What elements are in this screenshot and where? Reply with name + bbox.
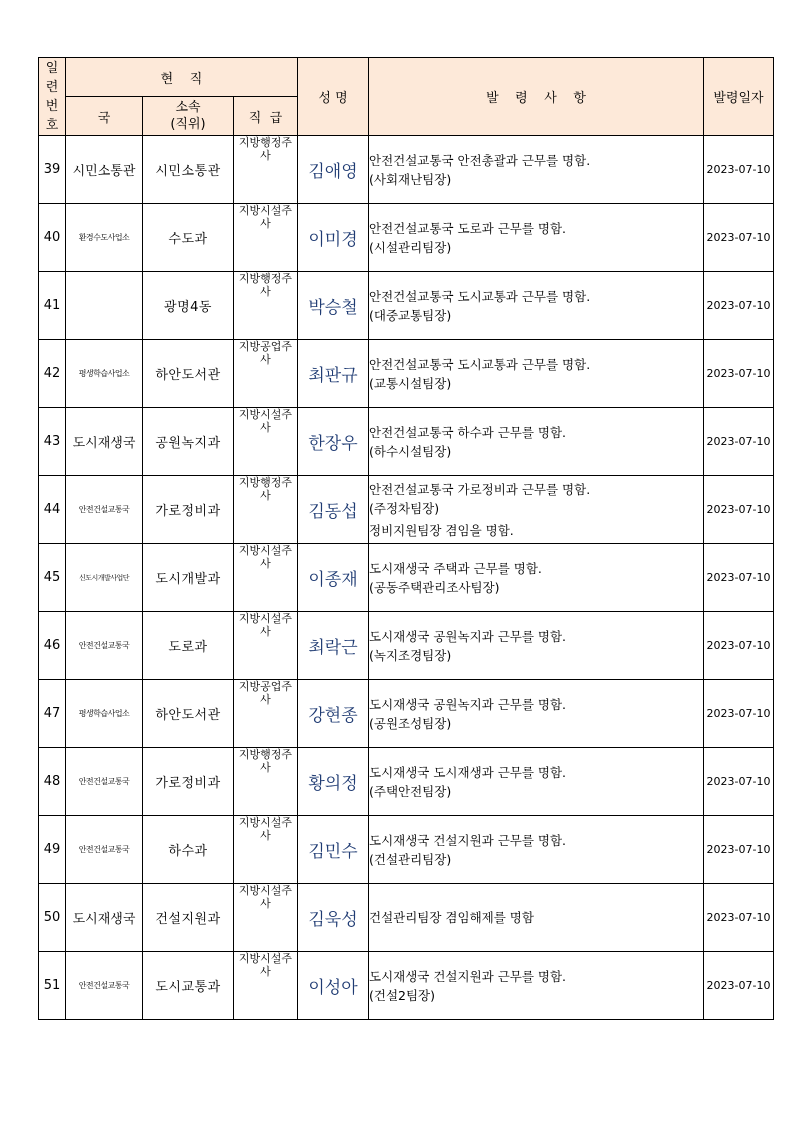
dept-cell: 안전건설교통국 bbox=[66, 816, 143, 884]
grade-line: 지방시설주 bbox=[238, 408, 293, 421]
table-row bbox=[39, 272, 774, 340]
dept-cell: 안전건설교통국 bbox=[66, 612, 143, 680]
order-line: (교통시설팀장) bbox=[369, 375, 452, 391]
grade-cell bbox=[234, 408, 298, 476]
serial-number: 46 bbox=[39, 612, 66, 680]
order-date: 2023-07-10 bbox=[704, 408, 774, 476]
grade-line: 지방시설주 bbox=[238, 612, 293, 625]
grade-line: 지방시설주 bbox=[238, 204, 293, 217]
order-line: 안전건설교통국 도시교통과 근무를 명함. bbox=[369, 356, 591, 372]
header-name: 성 명 bbox=[298, 58, 369, 136]
table-row bbox=[39, 476, 774, 544]
grade-cell bbox=[234, 272, 298, 340]
order-date: 2023-07-10 bbox=[704, 204, 774, 272]
sub-dept-cell: 도시개발과 bbox=[143, 544, 234, 612]
person-name: 김동섭 bbox=[298, 476, 369, 544]
order-line: (건설2팀장) bbox=[369, 987, 436, 1003]
table-row bbox=[39, 544, 774, 612]
person-name: 김욱성 bbox=[298, 884, 369, 952]
person-name: 최락근 bbox=[298, 612, 369, 680]
dept-cell: 평생학습사업소 bbox=[66, 340, 143, 408]
grade-line: 지방행정주 bbox=[238, 476, 293, 489]
serial-number: 43 bbox=[39, 408, 66, 476]
order-cell bbox=[369, 952, 704, 1020]
order-line: 도시재생국 공원녹지과 근무를 명함. bbox=[369, 696, 567, 712]
grade-line: 지방공업주 bbox=[238, 680, 293, 693]
sub-dept-cell: 시민소통관 bbox=[143, 136, 234, 204]
grade-line: 사 bbox=[260, 149, 271, 162]
table-row bbox=[39, 680, 774, 748]
grade-line: 지방공업주 bbox=[238, 340, 293, 353]
order-date: 2023-07-10 bbox=[704, 340, 774, 408]
grade-line: 사 bbox=[260, 897, 271, 910]
dept-cell: 안전건설교통국 bbox=[66, 476, 143, 544]
order-line: 안전건설교통국 도시교통과 근무를 명함. bbox=[369, 288, 591, 304]
order-date: 2023-07-10 bbox=[704, 884, 774, 952]
grade-line: 사 bbox=[260, 965, 271, 978]
header-date: 발령일자 bbox=[704, 58, 774, 136]
grade-line: 사 bbox=[260, 625, 271, 638]
order-cell bbox=[369, 884, 704, 952]
order-date: 2023-07-10 bbox=[704, 544, 774, 612]
order-cell bbox=[369, 408, 704, 476]
table-row bbox=[39, 884, 774, 952]
sub-dept-cell: 가로정비과 bbox=[143, 476, 234, 544]
order-cell bbox=[369, 612, 704, 680]
sub-dept-cell: 건설지원과 bbox=[143, 884, 234, 952]
sub-dept-cell: 가로정비과 bbox=[143, 748, 234, 816]
header-current-position: 현 직 bbox=[66, 58, 298, 97]
grade-line: 지방시설주 bbox=[238, 816, 293, 829]
grade-cell bbox=[234, 340, 298, 408]
dept-cell: 신도시개발사업단 bbox=[66, 544, 143, 612]
serial-number: 39 bbox=[39, 136, 66, 204]
person-name: 한장우 bbox=[298, 408, 369, 476]
sub-dept-cell: 공원녹지과 bbox=[143, 408, 234, 476]
person-name: 김민수 bbox=[298, 816, 369, 884]
sub-dept-cell: 하수과 bbox=[143, 816, 234, 884]
serial-number: 42 bbox=[39, 340, 66, 408]
header-order: 발 령 사 항 bbox=[369, 58, 704, 136]
order-line: (사회재난팀장) bbox=[369, 171, 452, 187]
grade-line: 사 bbox=[260, 557, 271, 570]
order-date: 2023-07-10 bbox=[704, 680, 774, 748]
order-line: 도시재생국 공원녹지과 근무를 명함. bbox=[369, 628, 567, 644]
dept-cell: 시민소통관 bbox=[66, 136, 143, 204]
grade-line: 사 bbox=[260, 693, 271, 706]
person-name: 김애영 bbox=[298, 136, 369, 204]
sub-dept-cell: 도로과 bbox=[143, 612, 234, 680]
header-dept: 국 bbox=[66, 97, 143, 136]
order-date: 2023-07-10 bbox=[704, 748, 774, 816]
order-cell bbox=[369, 136, 704, 204]
table-row bbox=[39, 748, 774, 816]
person-name: 이미경 bbox=[298, 204, 369, 272]
header-serial-char: 번 bbox=[45, 98, 59, 114]
grade-cell bbox=[234, 952, 298, 1020]
header-serial-char: 일 bbox=[45, 60, 59, 76]
order-line: (녹지조경팀장) bbox=[369, 647, 452, 663]
order-line: (공동주택관리조사팀장) bbox=[369, 579, 500, 595]
header-serial-char: 호 bbox=[45, 117, 59, 133]
order-date: 2023-07-10 bbox=[704, 272, 774, 340]
header-serial-char: 련 bbox=[45, 79, 59, 95]
order-line: (공원조성팀장) bbox=[369, 715, 452, 731]
grade-cell bbox=[234, 612, 298, 680]
serial-number: 40 bbox=[39, 204, 66, 272]
grade-line: 지방시설주 bbox=[238, 884, 293, 897]
serial-number: 49 bbox=[39, 816, 66, 884]
person-name: 박승철 bbox=[298, 272, 369, 340]
order-line: (주택안전팀장) bbox=[369, 783, 452, 799]
grade-line: 지방시설주 bbox=[238, 952, 293, 965]
serial-number: 50 bbox=[39, 884, 66, 952]
order-date: 2023-07-10 bbox=[704, 952, 774, 1020]
sub-dept-cell: 하안도서관 bbox=[143, 680, 234, 748]
order-cell bbox=[369, 680, 704, 748]
order-cell bbox=[369, 544, 704, 612]
order-date: 2023-07-10 bbox=[704, 136, 774, 204]
grade-line: 지방행정주 bbox=[238, 748, 293, 761]
dept-cell: 안전건설교통국 bbox=[66, 748, 143, 816]
header-serial bbox=[39, 58, 66, 136]
grade-line: 사 bbox=[260, 353, 271, 366]
dept-cell: 도시재생국 bbox=[66, 884, 143, 952]
serial-number: 47 bbox=[39, 680, 66, 748]
dept-cell: 환경수도사업소 bbox=[66, 204, 143, 272]
serial-number: 41 bbox=[39, 272, 66, 340]
person-name: 황의정 bbox=[298, 748, 369, 816]
dept-cell: 평생학습사업소 bbox=[66, 680, 143, 748]
personnel-order-table bbox=[38, 57, 774, 1020]
order-line: (시설관리팀장) bbox=[369, 239, 452, 255]
order-line: (하수시설팀장) bbox=[369, 443, 452, 459]
order-line: 건설관리팀장 겸임해제를 명함 bbox=[369, 910, 534, 925]
table-row bbox=[39, 204, 774, 272]
grade-line: 지방시설주 bbox=[238, 544, 293, 557]
serial-number: 44 bbox=[39, 476, 66, 544]
header-sub bbox=[143, 97, 234, 136]
table-row bbox=[39, 136, 774, 204]
person-name: 강현종 bbox=[298, 680, 369, 748]
order-line: (대중교통팀장) bbox=[369, 307, 452, 323]
table-row bbox=[39, 408, 774, 476]
serial-number: 48 bbox=[39, 748, 66, 816]
order-line: (건설관리팀장) bbox=[369, 851, 452, 867]
grade-cell bbox=[234, 476, 298, 544]
serial-number: 51 bbox=[39, 952, 66, 1020]
grade-cell bbox=[234, 544, 298, 612]
order-date: 2023-07-10 bbox=[704, 612, 774, 680]
order-line: 도시재생국 건설지원과 근무를 명함. bbox=[369, 968, 567, 984]
order-line: 정비지원팀장 겸임을 명함. bbox=[369, 522, 514, 538]
order-cell bbox=[369, 340, 704, 408]
dept-cell bbox=[66, 272, 143, 340]
dept-cell: 도시재생국 bbox=[66, 408, 143, 476]
order-line: 도시재생국 건설지원과 근무를 명함. bbox=[369, 832, 567, 848]
person-name: 이성아 bbox=[298, 952, 369, 1020]
order-cell bbox=[369, 748, 704, 816]
order-line: 안전건설교통국 하수과 근무를 명함. bbox=[369, 424, 567, 440]
order-line: 안전건설교통국 안전총괄과 근무를 명함. bbox=[369, 152, 591, 168]
order-date: 2023-07-10 bbox=[704, 476, 774, 544]
grade-cell bbox=[234, 748, 298, 816]
order-line: 도시재생국 주택과 근무를 명함. bbox=[369, 560, 542, 576]
grade-line: 사 bbox=[260, 489, 271, 502]
table-row bbox=[39, 612, 774, 680]
table-row bbox=[39, 952, 774, 1020]
order-line: 안전건설교통국 도로과 근무를 명함. bbox=[369, 220, 567, 236]
grade-line: 지방행정주 bbox=[238, 136, 293, 149]
sub-dept-cell: 광명4동 bbox=[143, 272, 234, 340]
grade-cell bbox=[234, 816, 298, 884]
table-row bbox=[39, 340, 774, 408]
sub-dept-cell: 도시교통과 bbox=[143, 952, 234, 1020]
order-line: (주정차팀장) bbox=[369, 500, 440, 516]
order-line: 안전건설교통국 가로정비과 근무를 명함. bbox=[369, 481, 591, 497]
person-name: 이종재 bbox=[298, 544, 369, 612]
grade-cell bbox=[234, 680, 298, 748]
grade-line: 사 bbox=[260, 829, 271, 842]
table-row bbox=[39, 816, 774, 884]
sub-dept-cell: 하안도서관 bbox=[143, 340, 234, 408]
person-name: 최판규 bbox=[298, 340, 369, 408]
serial-number: 45 bbox=[39, 544, 66, 612]
grade-line: 사 bbox=[260, 761, 271, 774]
order-cell bbox=[369, 204, 704, 272]
grade-line: 사 bbox=[260, 285, 271, 298]
dept-cell: 안전건설교통국 bbox=[66, 952, 143, 1020]
grade-cell bbox=[234, 884, 298, 952]
order-cell bbox=[369, 816, 704, 884]
header-sub-line2: (직위) bbox=[170, 117, 206, 132]
order-cell bbox=[369, 272, 704, 340]
header-sub-line1: 소속 bbox=[175, 100, 201, 115]
grade-cell bbox=[234, 204, 298, 272]
grade-cell bbox=[234, 136, 298, 204]
grade-line: 사 bbox=[260, 217, 271, 230]
grade-line: 지방행정주 bbox=[238, 272, 293, 285]
order-cell bbox=[369, 476, 704, 544]
order-line: 도시재생국 도시재생과 근무를 명함. bbox=[369, 764, 567, 780]
grade-line: 사 bbox=[260, 421, 271, 434]
table-body bbox=[39, 136, 774, 1020]
sub-dept-cell: 수도과 bbox=[143, 204, 234, 272]
order-date: 2023-07-10 bbox=[704, 816, 774, 884]
header-grade: 직 급 bbox=[234, 97, 298, 136]
